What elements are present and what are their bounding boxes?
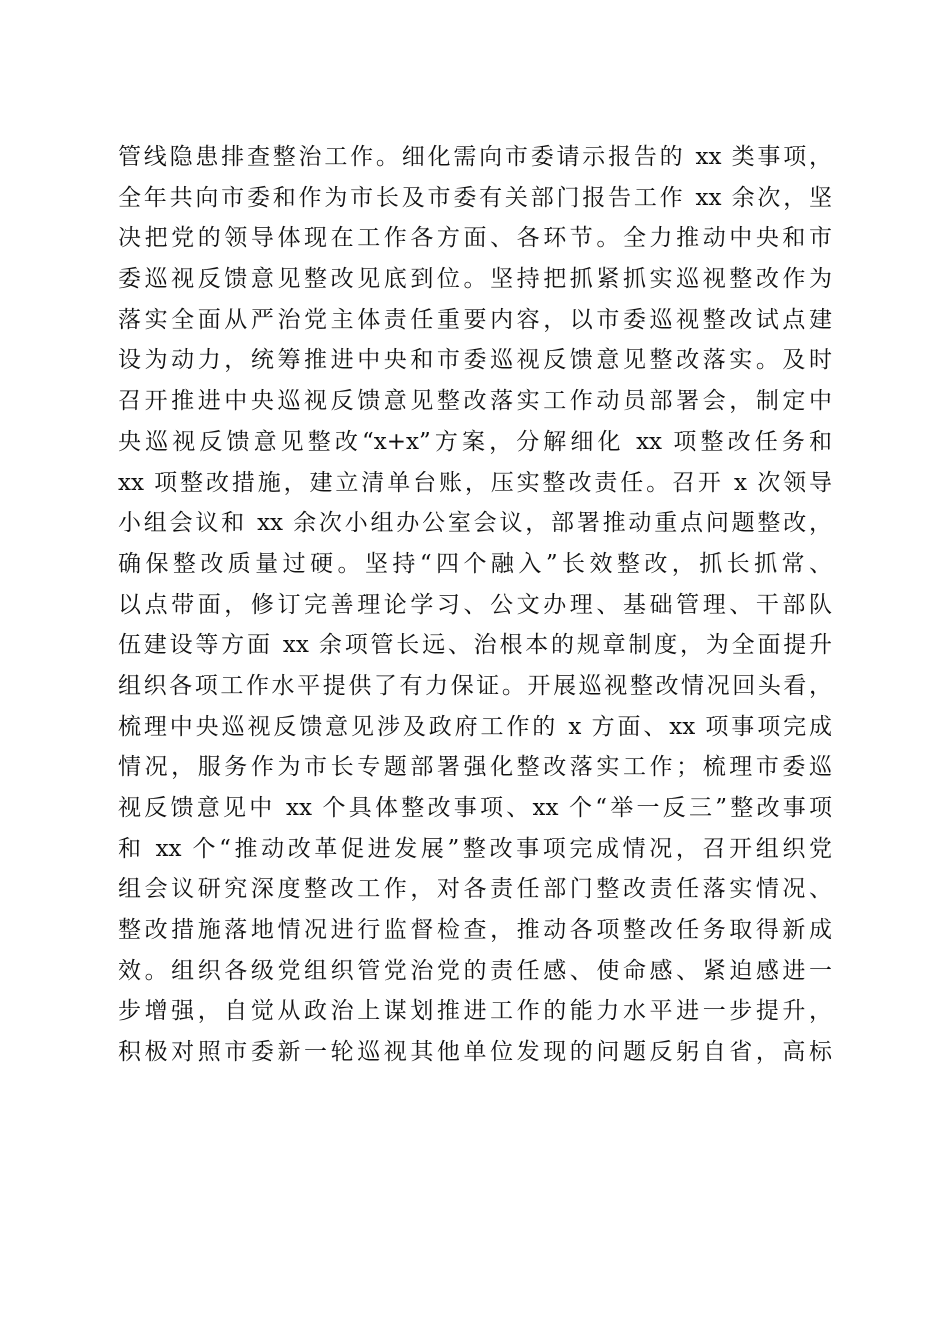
text-line-1: 管线隐患排查整治工作。细化需向市委请示报告的 xx 类事项， (118, 144, 832, 170)
text-line-9: xx 项整改措施，建立清单台账，压实整改责任。召开 x 次领导 (118, 469, 832, 496)
text-line-15: 梳理中央巡视反馈意见涉及政府工作的 x 方面、xx 项事项完成 (118, 713, 832, 740)
text-line-2: 全年共向市委和作为市长及市委有关部门报告工作 xx 余次，坚 (118, 184, 832, 211)
text-line-20: 整改措施落地情况进行监督检查，推动各项整改任务取得新成 (118, 917, 832, 944)
text-line-17: 视反馈意见中 xx 个具体整改事项、xx 个“举一反三”整改事项 (118, 795, 832, 821)
text-line-6: 设为动力，统筹推进中央和市委巡视反馈意见整改落实。及时 (118, 347, 832, 374)
text-line-7: 召开推进中央巡视反馈意见整改落实工作动员部署会，制定中 (118, 388, 832, 415)
text-line-13: 伍建设等方面 xx 余项管长远、治根本的规章制度，为全面提升 (118, 632, 832, 659)
text-line-14: 组织各项工作水平提供了有力保证。开展巡视整改情况回头看， (118, 672, 832, 699)
text-line-4: 委巡视反馈意见整改见底到位。坚持把抓紧抓实巡视整改作为 (118, 266, 832, 293)
text-line-16: 情况，服务作为市长专题部署强化整改落实工作；梳理市委巡 (118, 754, 832, 781)
text-line-22: 步增强，自觉从政治上谋划推进工作的能力水平进一步提升， (118, 998, 832, 1025)
text-line-19: 组会议研究深度整改工作，对各责任部门整改责任落实情况、 (118, 876, 832, 903)
text-line-21: 效。组织各级党组织管党治党的责任感、使命感、紧迫感进一 (118, 957, 832, 984)
text-line-10: 小组会议和 xx 余次小组办公室会议，部署推动重点问题整改， (118, 510, 832, 537)
text-line-3: 决把党的领导体现在工作各方面、各环节。全力推动中央和市 (118, 225, 832, 252)
text-line-18: 和 xx 个“推动改革促进发展”整改事项完成情况，召开组织党 (118, 835, 832, 862)
text-line-5: 落实全面从严治党主体责任重要内容，以市委巡视整改试点建 (118, 306, 832, 333)
text-line-23: 积极对照市委新一轮巡视其他单位发现的问题反躬自省，高标 (118, 1039, 832, 1066)
text-line-11: 确保整改质量过硬。坚持“四个融入”长效整改，抓长抓常、 (118, 550, 832, 577)
text-line-8: 央巡视反馈意见整改“x+x”方案，分解细化 xx 项整改任务和 (118, 428, 832, 455)
text-line-12: 以点带面，修订完善理论学习、公文办理、基础管理、干部队 (118, 591, 832, 618)
body-paragraph (118, 137, 832, 1073)
